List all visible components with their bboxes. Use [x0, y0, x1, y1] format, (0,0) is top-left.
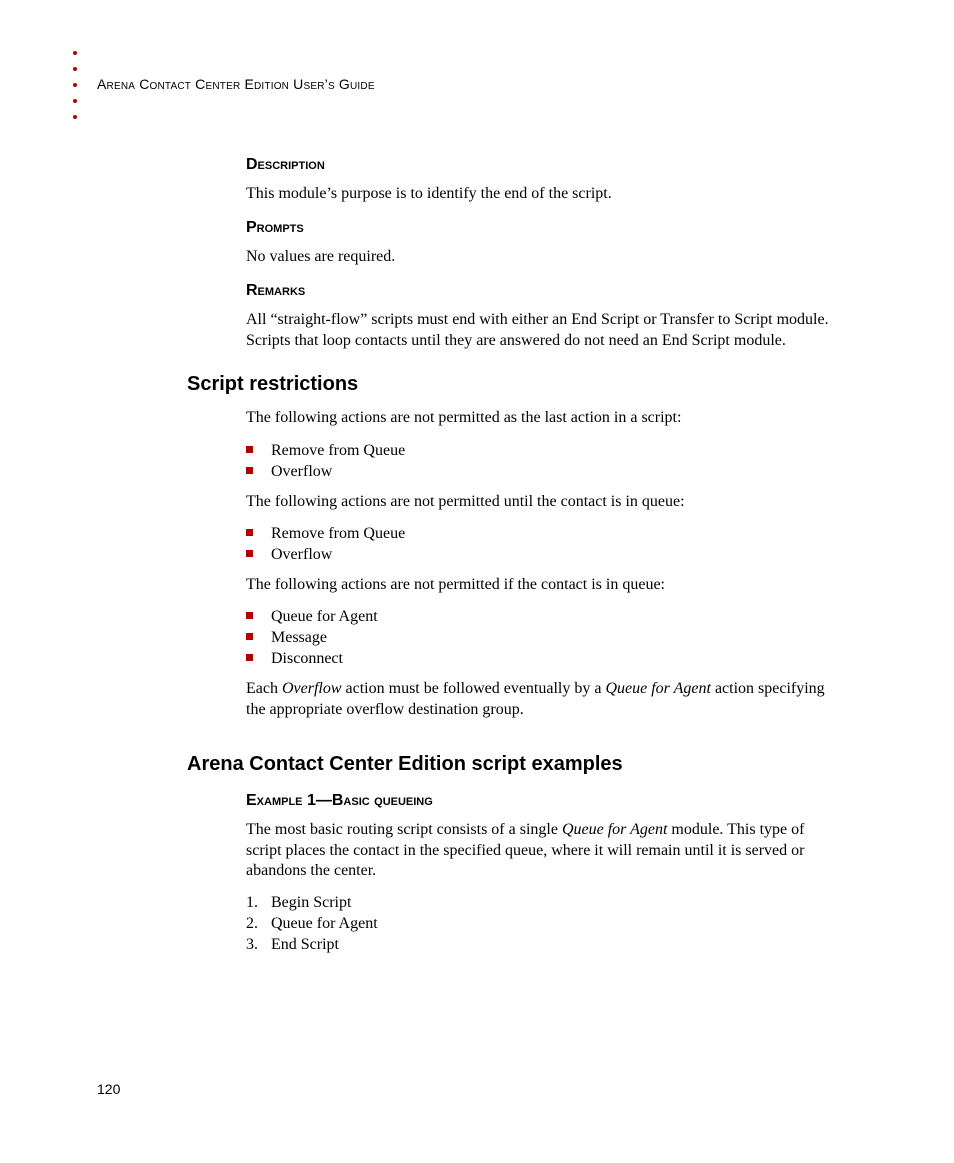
prompts-text [246, 247, 866, 268]
remarks-text [246, 310, 866, 351]
page-number: 120 [97, 1081, 121, 1097]
bullet-item [246, 627, 378, 648]
note-emphasis: Overflow [281, 680, 342, 697]
numbered-steps [246, 892, 378, 955]
bullet-item [246, 544, 405, 565]
intro-line: The following actions are not permitted as the last action in a script: [246, 409, 682, 426]
step-number: 3. [246, 936, 258, 953]
bullet-item [246, 461, 405, 482]
bullet-list-3 [246, 606, 378, 669]
note-line [246, 679, 866, 700]
margin-dot [73, 51, 77, 55]
bullet-list-2 [246, 523, 405, 565]
bullet-square-icon [246, 529, 253, 536]
step-label: Begin Script [271, 894, 352, 911]
intro-line: The following actions are not permitted until the contact is in queue: [246, 493, 685, 510]
paragraph-line: abandons the center. [246, 862, 377, 879]
description-text [246, 184, 866, 205]
paragraph-text: module. This type of [667, 821, 805, 838]
description-heading: Description [246, 156, 325, 173]
step-item [246, 892, 378, 913]
bullet-item [246, 523, 405, 544]
section-heading-examples: Arena Contact Center Edition script examples [187, 753, 623, 775]
prompts-line: No values are required. [246, 248, 396, 265]
step-number: 1. [246, 894, 258, 911]
bullet-square-icon [246, 633, 253, 640]
bullet-square-icon [246, 446, 253, 453]
bullet-item [246, 606, 378, 627]
remarks-heading: Remarks [246, 282, 306, 299]
paragraph-text: The most basic routing script consists of a single [246, 821, 562, 838]
bullet-square-icon [246, 467, 253, 474]
bullet-item [246, 440, 405, 461]
margin-dot [73, 115, 77, 119]
note-text: action must be followed eventually by a [341, 680, 606, 697]
bullet-list-1 [246, 440, 405, 482]
restrictions-intro-3 [246, 575, 866, 596]
bullet-square-icon [246, 550, 253, 557]
step-number: 2. [246, 915, 258, 932]
running-header: Arena Contact Center Edition User’s Guide [97, 76, 375, 92]
bullet-square-icon [246, 612, 253, 619]
restrictions-intro-2 [246, 492, 866, 513]
note-text: action specifying [710, 680, 825, 697]
margin-dot [73, 99, 77, 103]
step-item [246, 913, 378, 934]
bullet-item [246, 648, 378, 669]
prompts-heading: Prompts [246, 219, 304, 236]
step-label: End Script [271, 936, 339, 953]
bullet-label: Overflow [271, 463, 333, 480]
bullet-label: Message [271, 629, 327, 646]
margin-dot [73, 83, 77, 87]
overflow-note [246, 679, 866, 720]
margin-dot [73, 67, 77, 71]
paragraph-line: script places the contact in the specified queue, where it will remain until it is served or [246, 841, 805, 859]
restrictions-intro-1 [246, 408, 866, 429]
step-item [246, 934, 378, 955]
bullet-label: Remove from Queue [271, 525, 406, 542]
step-label: Queue for Agent [271, 915, 378, 932]
bullet-label: Disconnect [271, 650, 343, 667]
example1-paragraph [246, 820, 866, 882]
bullet-square-icon [246, 654, 253, 661]
bullet-label: Overflow [271, 546, 333, 563]
bullet-label: Remove from Queue [271, 442, 406, 459]
remarks-line: All “straight-flow” scripts must end with either an End Script or Transfer to Script module. [246, 311, 829, 328]
intro-line: The following actions are not permitted if the contact is in queue: [246, 576, 665, 593]
paragraph-emphasis: Queue for Agent [561, 821, 668, 838]
note-text: Each [246, 680, 282, 697]
description-line: This module’s purpose is to identify the end of the script. [246, 185, 612, 202]
bullet-label: Queue for Agent [271, 608, 378, 625]
note-line: the appropriate overflow destination group. [246, 700, 524, 718]
section-heading-restrictions: Script restrictions [187, 373, 359, 395]
example1-heading: Example 1—Basic queueing [246, 792, 433, 809]
note-emphasis: Queue for Agent [605, 680, 711, 697]
remarks-line: Scripts that loop contacts until they are answered do not need an End Script module. [246, 331, 786, 349]
paragraph-line [246, 820, 866, 841]
